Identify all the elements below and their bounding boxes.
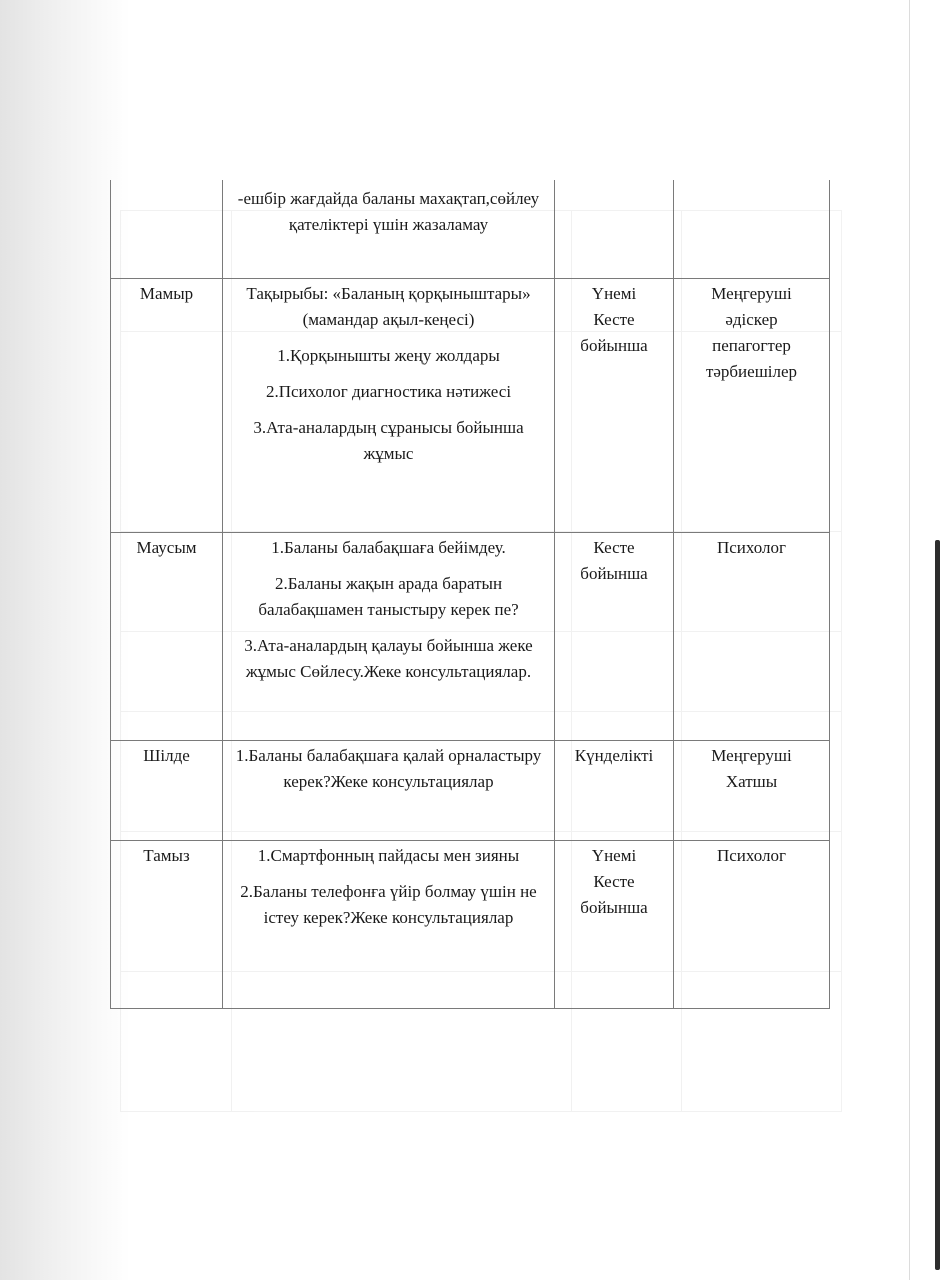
content-cell (223, 278, 555, 532)
binding-shadow (935, 540, 940, 1270)
content-paragraph: 1.Баланы балабақшаға бейімдеу. (271, 537, 506, 557)
table-row (111, 840, 830, 1008)
table-row (111, 740, 830, 840)
content-paragraph: 2.Баланы жақын арада баратын балабақшамен таныстыру керек пе? (258, 573, 519, 619)
table-row (111, 278, 830, 532)
table-row (111, 532, 830, 740)
content-cell (223, 740, 555, 840)
content-paragraph: 1.Баланы балабақшаға қалай орналастыру керек?Жеке консультациялар (235, 745, 542, 791)
responsible-cell: Меңгеруші әдіскер пепагогтер тәрбиешілер (674, 278, 830, 532)
month-cell: Шілде (111, 740, 223, 840)
timing-cell: Күнделікті (555, 740, 674, 840)
month-cell (111, 180, 223, 278)
content-paragraph: 2.Психолог диагностика нәтижесі (265, 381, 512, 401)
content-cell (223, 180, 555, 278)
timing-cell (555, 180, 674, 278)
content-paragraph: 2.Баланы телефонға үйір болмау үшін не істеу керек?Жеке консультациялар (240, 881, 537, 927)
page-edge (909, 0, 946, 1280)
work-plan-table (110, 180, 830, 1009)
content-cell (223, 532, 555, 740)
content-cell (223, 840, 555, 1008)
responsible-cell (674, 180, 830, 278)
content-paragraph: 3.Ата-аналардың қалауы бойынша жеке жұмыс Сөйлесу.Жеке консультациялар. (244, 635, 533, 681)
responsible-cell: Меңгеруші Хатшы (674, 740, 830, 840)
content-paragraph: 3.Ата-аналардың сұранысы бойынша жұмыс (253, 417, 524, 463)
month-cell: Маусым (111, 532, 223, 740)
timing-cell: Үнемі Кесте бойынша (555, 840, 674, 1008)
content-paragraph: 1.Қорқынышты жеңу жолдары (277, 345, 500, 365)
timing-cell: Үнемі Кесте бойынша (555, 278, 674, 532)
month-cell: Мамыр (111, 278, 223, 532)
timing-cell: Кесте бойынша (555, 532, 674, 740)
content-paragraph: 1.Смартфонның пайдасы мен зияны (257, 845, 520, 865)
month-cell: Тамыз (111, 840, 223, 1008)
responsible-cell: Психолог (674, 840, 830, 1008)
content-paragraph: Тақырыбы: «Баланың қорқыныштары» (мамандар ақыл-кеңесі) (246, 283, 531, 329)
responsible-cell: Психолог (674, 532, 830, 740)
content-paragraph: -ешбір жағдайда баланы махақтап,сөйлеу қателіктері үшін жазаламау (237, 189, 540, 234)
table-row (111, 180, 830, 278)
